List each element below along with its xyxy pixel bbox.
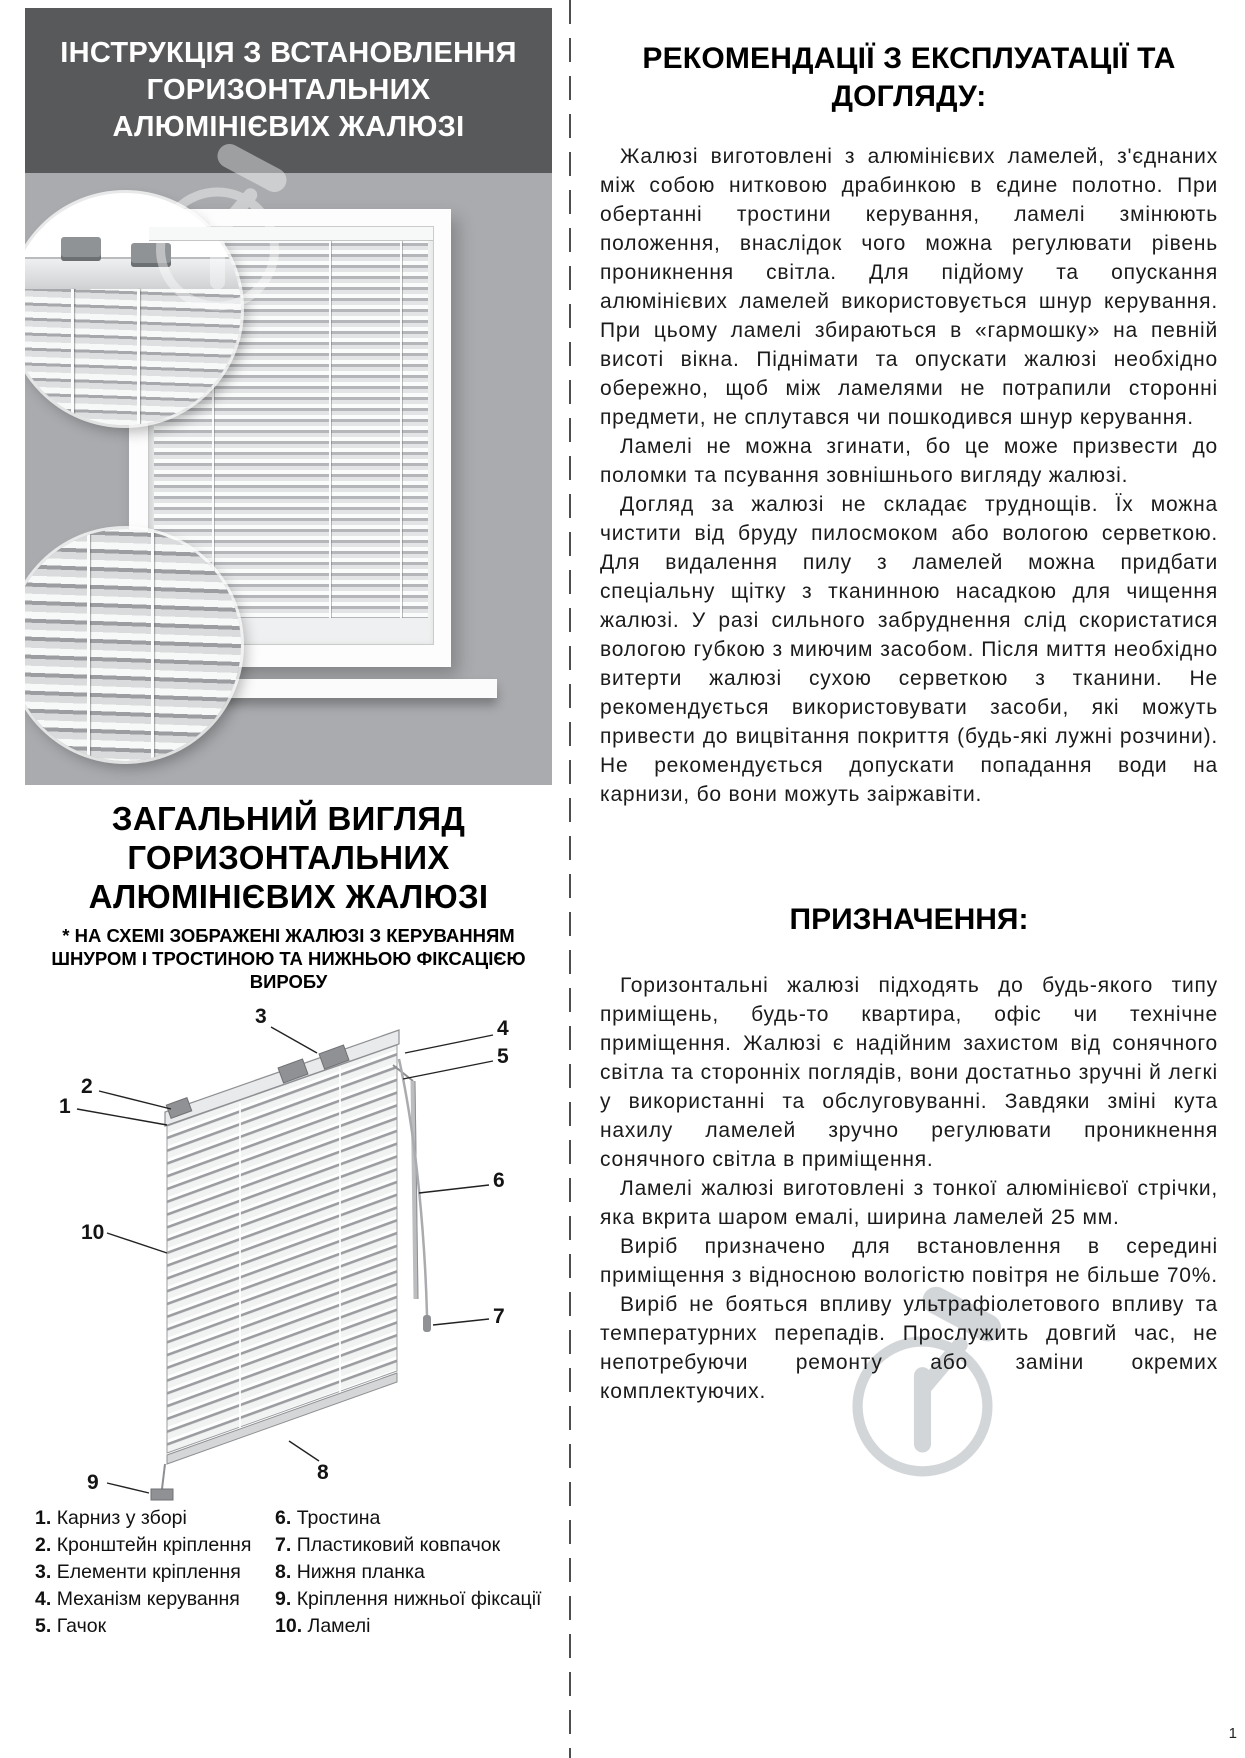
callout-2: 2 [81, 1075, 93, 1098]
legend-number: 8. [275, 1561, 292, 1583]
bottom-fixation-icon [151, 1489, 173, 1500]
window-illustration [25, 173, 552, 785]
callout-6: 6 [493, 1169, 505, 1192]
overview-note: * НА СХЕМІ ЗОБРАЖЕНІ ЖАЛЮЗІ З КЕРУВАННЯМ ШНУРОМ І ТРОСТИНОЮ ТА НИЖНЬОЮ ФІКСАЦІЄЮ ВИРОБУ [51, 925, 526, 992]
purpose-paragraph: Ламелі жалюзі виготовлені з тонкої алюмінієвої стрічки, яка вкрита шаром емалі, ширина ламелей 25 мм. [600, 1177, 1218, 1229]
overview-title: ЗАГАЛЬНИЙ ВИГЛЯД ГОРИЗОНТАЛЬНИХ АЛЮМІНІЄВИХ ЖАЛЮЗІ [88, 800, 489, 915]
legend-label: Гачок [56, 1615, 107, 1637]
legend-item [275, 1613, 552, 1640]
leader-2 [99, 1091, 171, 1109]
legend-item [275, 1505, 552, 1532]
headrail [149, 227, 433, 241]
column-divider [569, 0, 571, 1758]
page-number: 1 [1228, 1725, 1237, 1742]
legend-column-2 [275, 1505, 552, 1640]
ladder-cord [151, 529, 154, 761]
ladder-cord [137, 289, 140, 425]
left-column [25, 8, 552, 1640]
bottom-fix-cord [162, 1464, 165, 1489]
leader-4 [405, 1035, 493, 1053]
plastic-cap-icon [423, 1315, 431, 1332]
legend-number: 3. [35, 1561, 52, 1583]
legend-label: Карниз у зборі [56, 1507, 187, 1529]
recommendations-paragraph: Жалюзі виготовлені з алюмінієвих ламелей, з'єднаних між собою нитковою драбинкою в єдине полотно. При обертанні тростини керування, ламелі змінюють положення, внаслідок чого можна регулювати рівень проникнення світла. Для підйому та опускання алюмінієвих ламелей використовується шнур керування. При цьому ламелі збираються в «гармошку» на певній висоті вікна. Піднімати та опускати жалюзі необхідно обережно, щоб між ламелями не потрапили сторонні предмети, не сплутався чи пошкодився шнур керування. [600, 145, 1218, 429]
legend-number: 6. [275, 1507, 292, 1529]
legend-label: Тростина [296, 1507, 381, 1529]
legend-number: 9. [275, 1588, 292, 1610]
instruction-header [25, 8, 552, 173]
legend-column-1 [25, 1505, 275, 1640]
legend-item [35, 1559, 275, 1586]
legend-label: Ламелі [307, 1615, 371, 1637]
purpose-paragraph: Горизонтальні жалюзі підходять до будь-якого типу приміщень, будь-то квартира, офіс чи технічне приміщення. Жалюзі є надійним захистом від сонячного світла та сторонніх поглядів, вони достатньо зручні й легкі у використанні та обслуговуванні. Завдяки зміні кута нахилу ламелей зручно регулювати проникнення сонячного світла в приміщення. [600, 974, 1218, 1171]
callout-5: 5 [497, 1045, 509, 1068]
legend-item [35, 1532, 275, 1559]
leader-9 [107, 1483, 149, 1493]
diagram-legend [25, 1505, 552, 1640]
recommendations-title: РЕКОМЕНДАЦІЇ З ЕКСПЛУАТАЦІЇ ТА ДОГЛЯДУ: [642, 42, 1176, 113]
legend-item [275, 1532, 552, 1559]
recommendations-paragraph: Ламелі не можна згинати, бо це може призвести до поломки та псування зовнішнього вигляду жалюзі. [600, 435, 1218, 487]
legend-item [35, 1505, 275, 1532]
blinds-diagram-svg [25, 1001, 552, 1501]
ladder-cord [71, 289, 74, 425]
instruction-title: ІНСТРУКЦІЯ З ВСТАНОВЛЕННЯ ГОРИЗОНТАЛЬНИХ АЛЮМІНІЄВИХ ЖАЛЮЗІ [60, 37, 517, 143]
callout-1: 1 [59, 1095, 71, 1118]
callout-8: 8 [317, 1461, 329, 1484]
leader-1 [77, 1109, 167, 1125]
callout-10: 10 [81, 1221, 105, 1244]
legend-number: 1. [35, 1507, 52, 1529]
purpose-paragraph: Виріб призначено для встановлення в середині приміщення з відносною вологістю повітря не більше 70%. [600, 1235, 1218, 1287]
legend-label: Кріплення нижньої фіксації [296, 1588, 542, 1610]
bracket-closeup-icon [61, 237, 101, 261]
legend-label: Нижня планка [296, 1561, 425, 1583]
ladder-cord [87, 529, 90, 761]
legend-label: Пластиковий ковпачок [296, 1534, 501, 1556]
recommendations-text [600, 142, 1218, 809]
purpose-paragraph: Виріб не бояться впливу ультрафіолетового впливу та температурних перепадів. Прослужить довгий час, не непотребуючи ремонту або заміни окремих комплектуючих. [600, 1293, 1218, 1403]
legend-number: 2. [35, 1534, 52, 1556]
purpose-title: ПРИЗНАЧЕННЯ: [789, 903, 1029, 936]
legend-item [35, 1613, 275, 1640]
bracket-closeup-icon [131, 243, 171, 267]
leader-10 [107, 1233, 167, 1253]
zoom-inset-slats [25, 529, 241, 761]
legend-number: 10. [275, 1615, 303, 1637]
ladder-cord [329, 239, 331, 618]
slats-closeup [25, 289, 241, 425]
recommendations-paragraph: Догляд за жалюзі не складає труднощів. Їх можна чистити від бруду пилосмоком або вологою серветкою. Для видалення пилу з ламелей можна придбати спеціальну щітку з тканинною насадкою для чищення жалюзі. У разі сильного забруднення слід скористатися вологою губкою з миючим засобом. Після миття необхідно витерти жалюзі сухою серветкою з тканини. Не рекомендується використовувати засоби, які можуть привести до вицвітання покриття (будь-які лужні розчини). Не рекомендується допускати попадання води на карнизи, бо вони можуть заіржавіти. [600, 493, 1218, 806]
legend-item [275, 1586, 552, 1613]
legend-label: Елементи кріплення [56, 1561, 241, 1583]
right-column [600, 40, 1218, 1406]
leader-8 [289, 1441, 319, 1461]
legend-label: Кронштейн кріплення [56, 1534, 252, 1556]
legend-label: Механізм керування [56, 1588, 240, 1610]
legend-number: 4. [35, 1588, 52, 1610]
control-cord [400, 239, 402, 618]
legend-item [275, 1559, 552, 1586]
leader-7 [433, 1319, 489, 1325]
callout-9: 9 [87, 1471, 99, 1494]
legend-number: 5. [35, 1615, 52, 1637]
callout-4: 4 [497, 1017, 509, 1040]
callout-3: 3 [255, 1005, 267, 1028]
blinds-diagram [25, 1001, 552, 1501]
leader-3 [271, 1027, 317, 1053]
legend-number: 7. [275, 1534, 292, 1556]
callout-7: 7 [493, 1305, 505, 1328]
leader-5 [403, 1061, 493, 1079]
leader-6 [419, 1185, 489, 1193]
legend-item [35, 1586, 275, 1613]
purpose-text [600, 971, 1218, 1406]
